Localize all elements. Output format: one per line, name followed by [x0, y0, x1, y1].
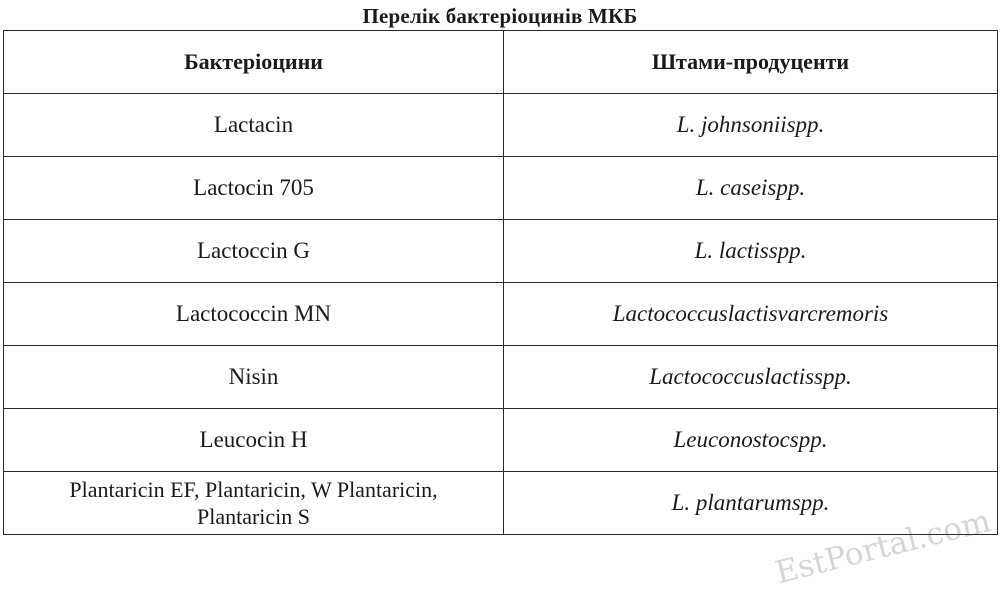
bacteriocin-cell: Leucocin H [4, 409, 504, 472]
watermark: EstPortal.com [771, 503, 994, 591]
bacteriocin-cell: Lactoccin G [4, 220, 504, 283]
bacteriocin-cell [4, 472, 504, 535]
header-bacteriocins: Бактеріоцини [4, 31, 504, 94]
table-row [4, 157, 998, 220]
table-header-row [4, 31, 998, 94]
strain-cell: Leuconostocspp. [504, 409, 998, 472]
bacteriocin-cell: Lactacin [4, 94, 504, 157]
bacteriocin-cell: Lactocin 705 [4, 157, 504, 220]
table-row [4, 220, 998, 283]
bacteriocin-cell: Lactococcin MN [4, 283, 504, 346]
strain-cell: L. plantarumspp. [504, 472, 998, 535]
bacteriocin-cell: Nisin [4, 346, 504, 409]
strain-cell: Lactococcuslactisvarcremoris [504, 283, 998, 346]
strain-cell: L. johnsoniispp. [504, 94, 998, 157]
strain-cell: L. caseispp. [504, 157, 998, 220]
bacteriocin-line: Plantaricin EF, Plantaricin, W Plantaricin, [69, 477, 438, 502]
table-row [4, 94, 998, 157]
bacteriocin-line: Plantaricin S [196, 504, 311, 529]
strain-cell: Lactococcuslactisspp. [504, 346, 998, 409]
table-row [4, 283, 998, 346]
strain-cell: L. lactisspp. [504, 220, 998, 283]
bacteriocin-table [3, 30, 998, 535]
header-producer-strains: Штами-продуценти [504, 31, 998, 94]
table-title: Перелік бактеріоцинів МКБ [362, 4, 638, 28]
table-row [4, 409, 998, 472]
table-row [4, 472, 998, 535]
table-row [4, 346, 998, 409]
